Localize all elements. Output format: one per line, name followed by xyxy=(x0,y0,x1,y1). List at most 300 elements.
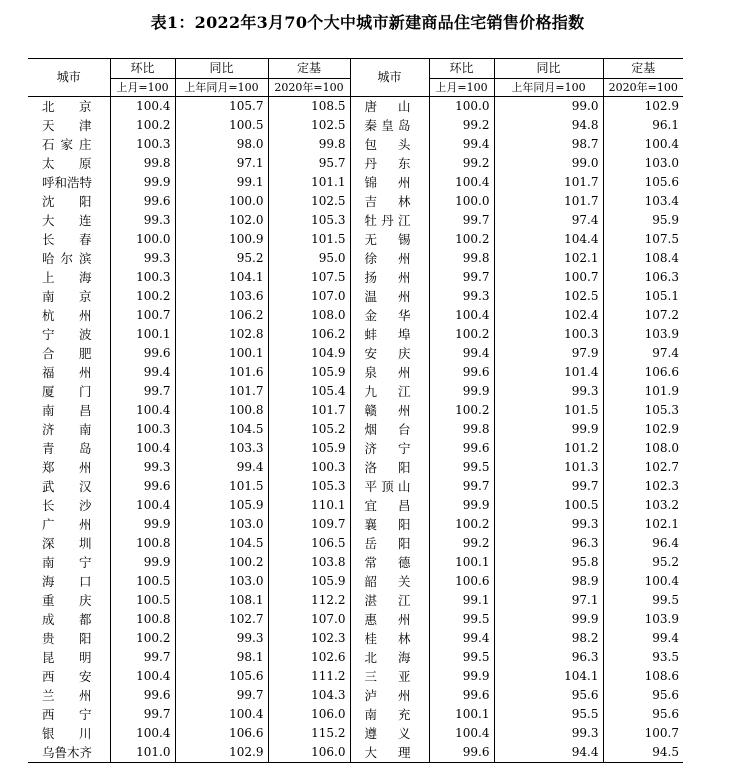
index-mom: 99.3 xyxy=(429,287,494,306)
table-row xyxy=(28,610,683,629)
city-name: 南宁 xyxy=(42,555,92,570)
index-mom: 100.4 xyxy=(110,97,175,117)
index-base: 103.4 xyxy=(603,192,683,211)
city-name: 牡丹江 xyxy=(350,211,429,230)
city-name: 桂林 xyxy=(350,629,429,648)
index-yoy: 95.5 xyxy=(494,705,603,724)
index-yoy: 98.9 xyxy=(494,572,603,591)
index-yoy: 101.5 xyxy=(175,477,268,496)
index-base: 105.9 xyxy=(268,363,350,382)
index-base: 108.5 xyxy=(268,97,350,117)
city-name: 南昌 xyxy=(42,403,92,418)
table-row xyxy=(28,230,683,249)
index-base: 105.3 xyxy=(603,401,683,420)
index-base: 102.6 xyxy=(268,648,350,667)
index-yoy: 98.7 xyxy=(494,135,603,154)
index-yoy: 100.8 xyxy=(175,401,268,420)
index-base: 104.3 xyxy=(268,686,350,705)
index-base: 106.0 xyxy=(268,705,350,724)
index-yoy: 98.1 xyxy=(175,648,268,667)
table-row xyxy=(28,743,683,763)
table-body xyxy=(28,97,683,763)
index-yoy: 100.1 xyxy=(175,344,268,363)
header-mom-left: 环比 xyxy=(110,59,175,79)
price-index-table xyxy=(28,58,683,763)
city-name: 沈阳 xyxy=(42,194,92,209)
index-mom: 99.9 xyxy=(429,667,494,686)
index-base: 105.9 xyxy=(268,439,350,458)
city-name: 乌鲁木齐 xyxy=(28,743,110,763)
index-yoy: 100.9 xyxy=(175,230,268,249)
index-yoy: 100.5 xyxy=(175,116,268,135)
index-yoy: 103.3 xyxy=(175,439,268,458)
index-yoy: 99.9 xyxy=(494,610,603,629)
index-yoy: 102.8 xyxy=(175,325,268,344)
city-name: 哈尔滨 xyxy=(42,251,92,266)
header-yoy-right: 同比 xyxy=(494,59,603,79)
index-base: 108.0 xyxy=(268,306,350,325)
city-name: 成都 xyxy=(42,612,92,627)
city-name: 广州 xyxy=(42,517,92,532)
index-base: 108.0 xyxy=(603,439,683,458)
index-mom: 100.4 xyxy=(429,724,494,743)
table-row xyxy=(28,572,683,591)
city-name: 秦皇岛 xyxy=(350,116,429,135)
city-name: 上海 xyxy=(42,270,92,285)
index-mom: 100.1 xyxy=(110,325,175,344)
city-name: 宁波 xyxy=(42,327,92,342)
table-row xyxy=(28,705,683,724)
table-row xyxy=(28,135,683,154)
city-name: 福州 xyxy=(42,365,92,380)
index-base: 106.5 xyxy=(268,534,350,553)
index-yoy: 97.4 xyxy=(494,211,603,230)
city-name: 宜昌 xyxy=(350,496,429,515)
index-yoy: 103.6 xyxy=(175,287,268,306)
index-mom: 99.9 xyxy=(429,382,494,401)
index-mom: 100.2 xyxy=(110,287,175,306)
index-yoy: 99.7 xyxy=(494,477,603,496)
city-name: 石家庄 xyxy=(42,137,92,152)
table-row xyxy=(28,477,683,496)
table-row xyxy=(28,154,683,173)
index-base: 101.1 xyxy=(268,173,350,192)
city-name: 唐山 xyxy=(350,97,429,117)
index-yoy: 99.3 xyxy=(175,629,268,648)
city-name: 韶关 xyxy=(350,572,429,591)
index-mom: 99.6 xyxy=(429,363,494,382)
city-name: 赣州 xyxy=(350,401,429,420)
index-yoy: 96.3 xyxy=(494,534,603,553)
table-row xyxy=(28,97,683,117)
city-name: 杭州 xyxy=(42,308,92,323)
index-base: 102.5 xyxy=(268,116,350,135)
index-yoy: 100.2 xyxy=(175,553,268,572)
table-row xyxy=(28,591,683,610)
index-base: 115.2 xyxy=(268,724,350,743)
index-yoy: 100.5 xyxy=(494,496,603,515)
city-name: 大连 xyxy=(42,213,92,228)
table-row xyxy=(28,724,683,743)
index-mom: 100.0 xyxy=(429,192,494,211)
table-row xyxy=(28,287,683,306)
index-mom: 100.4 xyxy=(110,667,175,686)
index-yoy: 95.2 xyxy=(175,249,268,268)
table-row xyxy=(28,249,683,268)
index-base: 103.8 xyxy=(268,553,350,572)
city-name: 武汉 xyxy=(42,479,92,494)
table-title: 表1：2022年3月70个大中城市新建商品住宅销售价格指数 xyxy=(150,13,585,32)
index-mom: 99.7 xyxy=(429,268,494,287)
city-name: 蚌埠 xyxy=(350,325,429,344)
index-mom: 100.2 xyxy=(429,230,494,249)
city-name: 三亚 xyxy=(350,667,429,686)
table-row xyxy=(28,439,683,458)
city-name: 青岛 xyxy=(42,441,92,456)
index-mom: 99.1 xyxy=(429,591,494,610)
city-name: 襄阳 xyxy=(350,515,429,534)
city-name: 昆明 xyxy=(42,650,92,665)
index-yoy: 99.7 xyxy=(175,686,268,705)
city-name: 包头 xyxy=(350,135,429,154)
index-base: 105.3 xyxy=(268,477,350,496)
index-base: 95.6 xyxy=(603,686,683,705)
city-name: 惠州 xyxy=(350,610,429,629)
city-name: 平顶山 xyxy=(350,477,429,496)
index-yoy: 99.3 xyxy=(494,724,603,743)
index-base: 99.8 xyxy=(268,135,350,154)
index-yoy: 101.4 xyxy=(494,363,603,382)
index-yoy: 104.5 xyxy=(175,420,268,439)
index-mom: 99.4 xyxy=(429,135,494,154)
index-base: 108.4 xyxy=(603,249,683,268)
index-yoy: 101.6 xyxy=(175,363,268,382)
city-name: 北京 xyxy=(42,99,92,114)
index-base: 106.6 xyxy=(603,363,683,382)
index-base: 100.4 xyxy=(603,135,683,154)
city-name: 北海 xyxy=(350,648,429,667)
index-mom: 99.9 xyxy=(110,553,175,572)
table-row xyxy=(28,648,683,667)
index-yoy: 102.7 xyxy=(175,610,268,629)
index-base: 95.2 xyxy=(603,553,683,572)
index-base: 106.0 xyxy=(268,743,350,763)
city-name: 重庆 xyxy=(42,593,92,608)
index-base: 108.6 xyxy=(603,667,683,686)
table-row xyxy=(28,268,683,287)
city-name: 厦门 xyxy=(42,384,92,399)
city-name: 无锡 xyxy=(350,230,429,249)
city-name: 南京 xyxy=(42,289,92,304)
index-yoy: 97.1 xyxy=(175,154,268,173)
index-mom: 100.4 xyxy=(110,401,175,420)
city-name: 洛阳 xyxy=(350,458,429,477)
index-base: 100.3 xyxy=(268,458,350,477)
index-mom: 99.6 xyxy=(429,439,494,458)
index-base: 99.4 xyxy=(603,629,683,648)
city-name: 济南 xyxy=(42,422,92,437)
index-mom: 100.5 xyxy=(110,572,175,591)
index-yoy: 102.5 xyxy=(494,287,603,306)
index-yoy: 99.4 xyxy=(175,458,268,477)
index-yoy: 103.0 xyxy=(175,515,268,534)
city-name: 湛江 xyxy=(350,591,429,610)
index-base: 105.2 xyxy=(268,420,350,439)
city-name: 岳阳 xyxy=(350,534,429,553)
index-base: 103.2 xyxy=(603,496,683,515)
index-mom: 100.4 xyxy=(429,306,494,325)
index-base: 107.5 xyxy=(268,268,350,287)
index-yoy: 99.1 xyxy=(175,173,268,192)
index-yoy: 101.7 xyxy=(494,173,603,192)
index-base: 101.5 xyxy=(268,230,350,249)
index-mom: 99.9 xyxy=(110,515,175,534)
table-row xyxy=(28,344,683,363)
table-row xyxy=(28,363,683,382)
index-base: 101.9 xyxy=(603,382,683,401)
index-yoy: 104.1 xyxy=(494,667,603,686)
subheader-base-right: 2020年=100 xyxy=(603,79,683,97)
table-row xyxy=(28,401,683,420)
city-name: 南充 xyxy=(350,705,429,724)
index-yoy: 95.6 xyxy=(494,686,603,705)
index-mom: 100.3 xyxy=(110,268,175,287)
index-base: 103.9 xyxy=(603,610,683,629)
table-row xyxy=(28,116,683,135)
index-yoy: 105.7 xyxy=(175,97,268,117)
index-mom: 99.5 xyxy=(429,610,494,629)
index-mom: 100.0 xyxy=(429,97,494,117)
index-yoy: 96.3 xyxy=(494,648,603,667)
city-name: 深圳 xyxy=(42,536,92,551)
index-base: 100.4 xyxy=(603,572,683,591)
index-base: 105.3 xyxy=(268,211,350,230)
header-city-left: 城市 xyxy=(28,59,110,97)
city-name: 九江 xyxy=(350,382,429,401)
city-name: 海口 xyxy=(42,574,92,589)
index-mom: 99.7 xyxy=(110,382,175,401)
index-base: 103.0 xyxy=(603,154,683,173)
index-yoy: 94.4 xyxy=(494,743,603,763)
index-base: 110.1 xyxy=(268,496,350,515)
index-mom: 100.8 xyxy=(110,610,175,629)
index-yoy: 104.4 xyxy=(494,230,603,249)
index-base: 102.7 xyxy=(603,458,683,477)
index-base: 95.9 xyxy=(603,211,683,230)
index-base: 97.4 xyxy=(603,344,683,363)
index-base: 96.1 xyxy=(603,116,683,135)
index-mom: 99.7 xyxy=(110,705,175,724)
index-mom: 99.3 xyxy=(110,249,175,268)
index-mom: 100.1 xyxy=(429,705,494,724)
city-name: 济宁 xyxy=(350,439,429,458)
city-name: 泉州 xyxy=(350,363,429,382)
index-mom: 99.4 xyxy=(429,344,494,363)
index-yoy: 94.8 xyxy=(494,116,603,135)
city-name: 丹东 xyxy=(350,154,429,173)
index-base: 105.4 xyxy=(268,382,350,401)
index-yoy: 98.2 xyxy=(494,629,603,648)
index-mom: 99.6 xyxy=(110,686,175,705)
index-mom: 99.6 xyxy=(429,743,494,763)
index-mom: 99.2 xyxy=(429,154,494,173)
subheader-base-left: 2020年=100 xyxy=(268,79,350,97)
index-mom: 99.6 xyxy=(110,192,175,211)
index-mom: 99.5 xyxy=(429,458,494,477)
table-row xyxy=(28,515,683,534)
table-row xyxy=(28,458,683,477)
index-mom: 101.0 xyxy=(110,743,175,763)
index-mom: 100.3 xyxy=(110,135,175,154)
index-mom: 99.9 xyxy=(429,496,494,515)
city-name: 金华 xyxy=(350,306,429,325)
index-yoy: 102.1 xyxy=(494,249,603,268)
index-base: 103.9 xyxy=(603,325,683,344)
index-mom: 99.5 xyxy=(429,648,494,667)
index-base: 106.3 xyxy=(603,268,683,287)
index-mom: 100.2 xyxy=(110,116,175,135)
index-mom: 99.4 xyxy=(429,629,494,648)
table-row xyxy=(28,629,683,648)
table-row xyxy=(28,420,683,439)
index-yoy: 100.7 xyxy=(494,268,603,287)
index-base: 95.7 xyxy=(268,154,350,173)
index-yoy: 105.9 xyxy=(175,496,268,515)
index-yoy: 103.0 xyxy=(175,572,268,591)
index-base: 109.7 xyxy=(268,515,350,534)
index-mom: 100.0 xyxy=(110,230,175,249)
index-yoy: 102.9 xyxy=(175,743,268,763)
table-row xyxy=(28,686,683,705)
index-mom: 99.3 xyxy=(110,458,175,477)
city-name: 合肥 xyxy=(42,346,92,361)
index-yoy: 101.7 xyxy=(494,192,603,211)
index-base: 101.7 xyxy=(268,401,350,420)
table-row xyxy=(28,534,683,553)
city-name: 西宁 xyxy=(42,707,92,722)
city-name: 锦州 xyxy=(350,173,429,192)
table-row xyxy=(28,553,683,572)
index-base: 102.3 xyxy=(268,629,350,648)
city-name: 大理 xyxy=(350,743,429,763)
index-mom: 100.4 xyxy=(110,439,175,458)
city-name: 吉林 xyxy=(350,192,429,211)
header-base-left: 定基 xyxy=(268,59,350,79)
index-mom: 100.4 xyxy=(429,173,494,192)
index-base: 106.2 xyxy=(268,325,350,344)
index-mom: 100.4 xyxy=(110,496,175,515)
index-yoy: 100.3 xyxy=(494,325,603,344)
index-mom: 100.5 xyxy=(110,591,175,610)
index-yoy: 99.0 xyxy=(494,97,603,117)
table-row xyxy=(28,173,683,192)
city-name: 常德 xyxy=(350,553,429,572)
index-base: 107.0 xyxy=(268,610,350,629)
subheader-yoy-left: 上年同月=100 xyxy=(175,79,268,97)
index-mom: 100.3 xyxy=(110,420,175,439)
index-base: 107.2 xyxy=(603,306,683,325)
table-row xyxy=(28,306,683,325)
index-yoy: 97.1 xyxy=(494,591,603,610)
index-base: 105.1 xyxy=(603,287,683,306)
index-yoy: 99.0 xyxy=(494,154,603,173)
index-base: 102.3 xyxy=(603,477,683,496)
city-name: 西安 xyxy=(42,669,92,684)
index-mom: 100.6 xyxy=(429,572,494,591)
header-base-right: 定基 xyxy=(603,59,683,79)
index-yoy: 101.2 xyxy=(494,439,603,458)
index-yoy: 100.4 xyxy=(175,705,268,724)
table-row xyxy=(28,325,683,344)
index-mom: 100.7 xyxy=(110,306,175,325)
city-name: 呼和浩特 xyxy=(42,175,93,190)
subheader-mom-right: 上月=100 xyxy=(429,79,494,97)
index-yoy: 108.1 xyxy=(175,591,268,610)
city-name: 徐州 xyxy=(350,249,429,268)
subheader-yoy-right: 上年同月=100 xyxy=(494,79,603,97)
index-mom: 99.6 xyxy=(110,344,175,363)
index-mom: 99.9 xyxy=(110,173,175,192)
index-base: 102.1 xyxy=(603,515,683,534)
index-yoy: 101.7 xyxy=(175,382,268,401)
city-name: 郑州 xyxy=(42,460,92,475)
city-name: 扬州 xyxy=(350,268,429,287)
index-mom: 99.2 xyxy=(429,116,494,135)
city-name: 太原 xyxy=(42,156,92,171)
index-base: 93.5 xyxy=(603,648,683,667)
index-mom: 99.4 xyxy=(110,363,175,382)
index-yoy: 101.5 xyxy=(494,401,603,420)
index-base: 102.9 xyxy=(603,420,683,439)
city-name: 长春 xyxy=(42,232,92,247)
city-name: 遵义 xyxy=(350,724,429,743)
index-base: 102.9 xyxy=(603,97,683,117)
index-mom: 99.6 xyxy=(429,686,494,705)
index-mom: 99.7 xyxy=(110,648,175,667)
table-header xyxy=(28,59,683,97)
subheader-mom-left: 上月=100 xyxy=(110,79,175,97)
index-yoy: 97.9 xyxy=(494,344,603,363)
header-city-right: 城市 xyxy=(350,59,429,97)
city-name: 烟台 xyxy=(350,420,429,439)
city-name: 贵阳 xyxy=(42,631,92,646)
index-mom: 99.7 xyxy=(429,211,494,230)
index-mom: 99.7 xyxy=(429,477,494,496)
index-yoy: 104.5 xyxy=(175,534,268,553)
index-base: 112.2 xyxy=(268,591,350,610)
index-mom: 100.4 xyxy=(110,724,175,743)
index-mom: 99.2 xyxy=(429,534,494,553)
index-yoy: 106.2 xyxy=(175,306,268,325)
index-mom: 100.2 xyxy=(429,325,494,344)
city-name: 安庆 xyxy=(350,344,429,363)
header-mom-right: 环比 xyxy=(429,59,494,79)
table-row xyxy=(28,382,683,401)
city-name: 温州 xyxy=(350,287,429,306)
index-yoy: 99.9 xyxy=(494,420,603,439)
index-yoy: 99.3 xyxy=(494,515,603,534)
index-base: 111.2 xyxy=(268,667,350,686)
table-row xyxy=(28,211,683,230)
index-mom: 99.6 xyxy=(110,477,175,496)
index-mom: 100.2 xyxy=(110,629,175,648)
index-base: 104.9 xyxy=(268,344,350,363)
index-mom: 100.2 xyxy=(429,401,494,420)
index-base: 105.9 xyxy=(268,572,350,591)
index-yoy: 101.3 xyxy=(494,458,603,477)
city-name: 银川 xyxy=(42,726,92,741)
table-row xyxy=(28,496,683,515)
